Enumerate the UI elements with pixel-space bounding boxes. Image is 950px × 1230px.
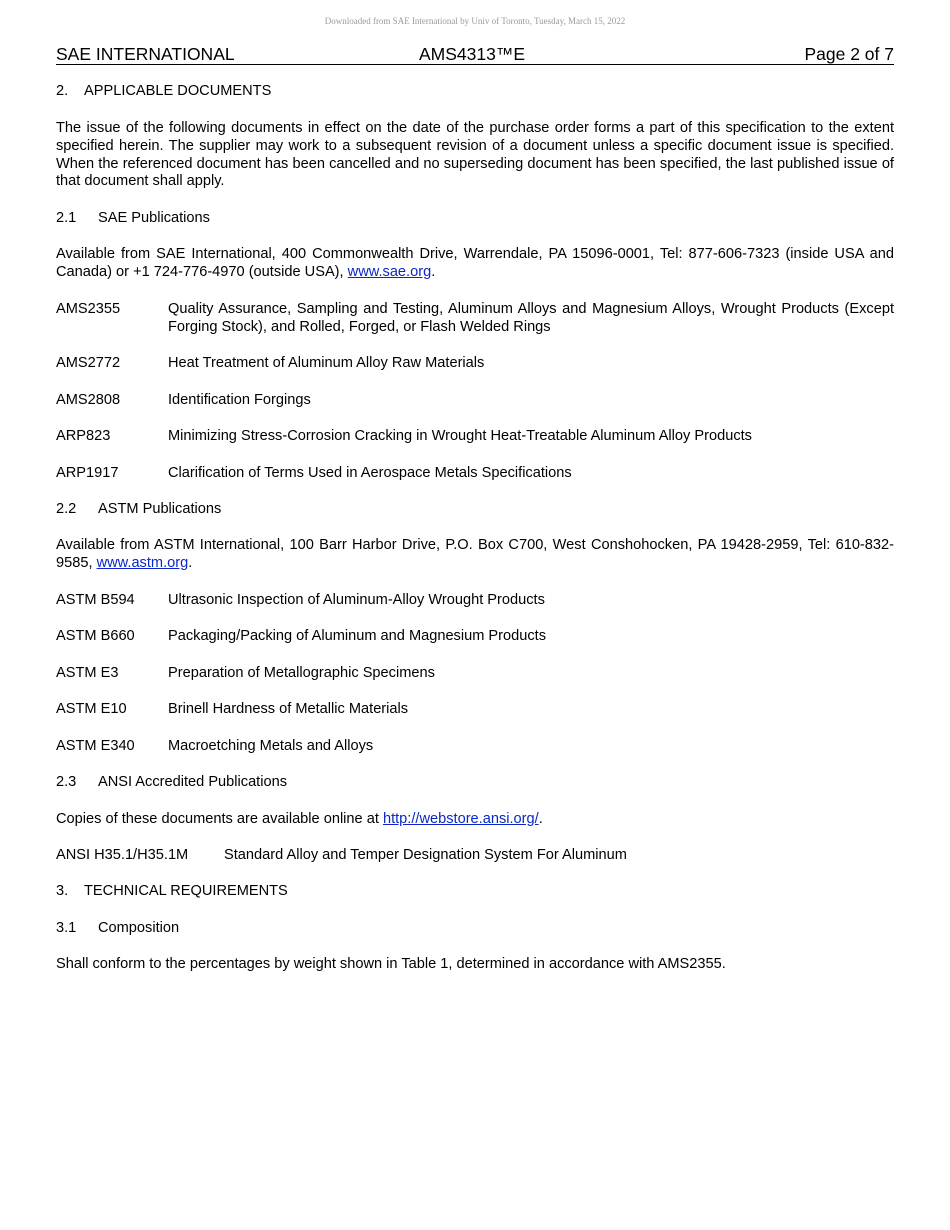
header-page-number: Page 2 of 7 (804, 44, 894, 64)
section-2-2-heading (56, 501, 894, 519)
section-number: 2.3 (56, 774, 77, 790)
reference-code: AMS2355 (56, 301, 121, 317)
reference-title: Preparation of Metallographic Specimens (168, 665, 435, 681)
section-number: 2. (56, 83, 69, 99)
section-number: 2.1 (56, 210, 77, 226)
section-title: SAE Publications (98, 210, 210, 226)
section-title: ASTM Publications (98, 501, 222, 517)
astm-availability (56, 537, 894, 573)
section-2-heading (56, 83, 894, 101)
sae-website-link[interactable]: www.sae.org (347, 263, 432, 280)
header-document-id: AMS4313™E (419, 44, 526, 64)
reference-title: Identification Forgings (168, 392, 311, 408)
reference-code: ASTM E10 (56, 701, 127, 717)
ansi-availability (56, 811, 894, 829)
reference-title: Macroetching Metals and Alloys (168, 738, 374, 754)
reference-code: AMS2808 (56, 392, 121, 408)
reference-title: Standard Alloy and Temper Designation System For Aluminum (224, 847, 627, 863)
availability-text: Available from SAE International, 400 Commonwealth Drive, Warrendale, PA 15096-0001, Tel: 877-606-7323 (inside USA and Canada) or +1 724-776-4970 (outside USA), (56, 246, 894, 280)
reference-code: ARP823 (56, 428, 111, 444)
section-title: TECHNICAL REQUIREMENTS (84, 883, 288, 899)
reference-title: Packaging/Packing of Aluminum and Magnesium Products (168, 628, 547, 644)
availability-text: Available from ASTM International, 100 Barr Harbor Drive, P.O. Box C700, West Conshohocken, PA 19428-2959, Tel: 610-832-9585, (56, 537, 894, 571)
download-notice: Downloaded from SAE International by Univ of Toronto, Tuesday, March 15, 2022 (324, 16, 626, 26)
reference-title: Minimizing Stress-Corrosion Cracking in Wrought Heat-Treatable Aluminum Alloy Products (168, 428, 752, 444)
reference-title: Clarification of Terms Used in Aerospace Metals Specifications (168, 465, 572, 481)
reference-code: ASTM B594 (56, 592, 135, 608)
reference-code: ANSI H35.1/H35.1M (56, 847, 189, 863)
reference-code: ASTM E340 (56, 738, 135, 754)
header-organization: SAE INTERNATIONAL (56, 44, 235, 64)
section-title: Composition (98, 920, 180, 936)
section-number: 2.2 (56, 501, 77, 517)
composition-text: Shall conform to the percentages by weight shown in Table 1, determined in accordance with AMS2355. (56, 956, 726, 972)
section-number: 3.1 (56, 920, 77, 936)
availability-end: . (538, 811, 543, 827)
section-3-heading (56, 883, 894, 901)
availability-text: Copies of these documents are available online at (56, 811, 383, 827)
ansi-webstore-link[interactable]: http://webstore.ansi.org/ (382, 811, 539, 827)
reference-title: Ultrasonic Inspection of Aluminum-Alloy Wrought Products (168, 592, 545, 608)
availability-end: . (188, 554, 193, 571)
section-2-3-heading (56, 774, 894, 792)
page-header (56, 44, 894, 65)
reference-code: ASTM B660 (56, 628, 135, 644)
astm-website-link[interactable]: www.astm.org (96, 554, 189, 571)
reference-title: Heat Treatment of Aluminum Alloy Raw Materials (168, 355, 485, 371)
reference-code: ARP1917 (56, 465, 119, 481)
section-title: ANSI Accredited Publications (98, 774, 288, 790)
reference-code: ASTM E3 (56, 665, 119, 681)
section-2-intro: The issue of the following documents in effect on the date of the purchase order forms a part of this specification to the extent specified herein. The supplier may work to a subsequent revision of a document unless a specific document issue is specified. When the referenced document has been cancelled and no superseding document has been specified, the last published issue of that document shall apply. (56, 120, 894, 190)
section-3-1-heading (56, 920, 894, 938)
sae-availability (56, 246, 894, 282)
section-title: APPLICABLE DOCUMENTS (84, 83, 272, 99)
availability-end: . (431, 263, 436, 280)
section-number: 3. (56, 883, 69, 899)
reference-title: Quality Assurance, Sampling and Testing, Aluminum Alloys and Magnesium Alloys, Wrought Products (Except Forging Stock), and Rolled, Forged, or Flash Welded Rings (168, 301, 894, 335)
reference-title: Brinell Hardness of Metallic Materials (168, 701, 409, 717)
reference-code: AMS2772 (56, 355, 121, 371)
section-2-1-heading (56, 210, 894, 228)
